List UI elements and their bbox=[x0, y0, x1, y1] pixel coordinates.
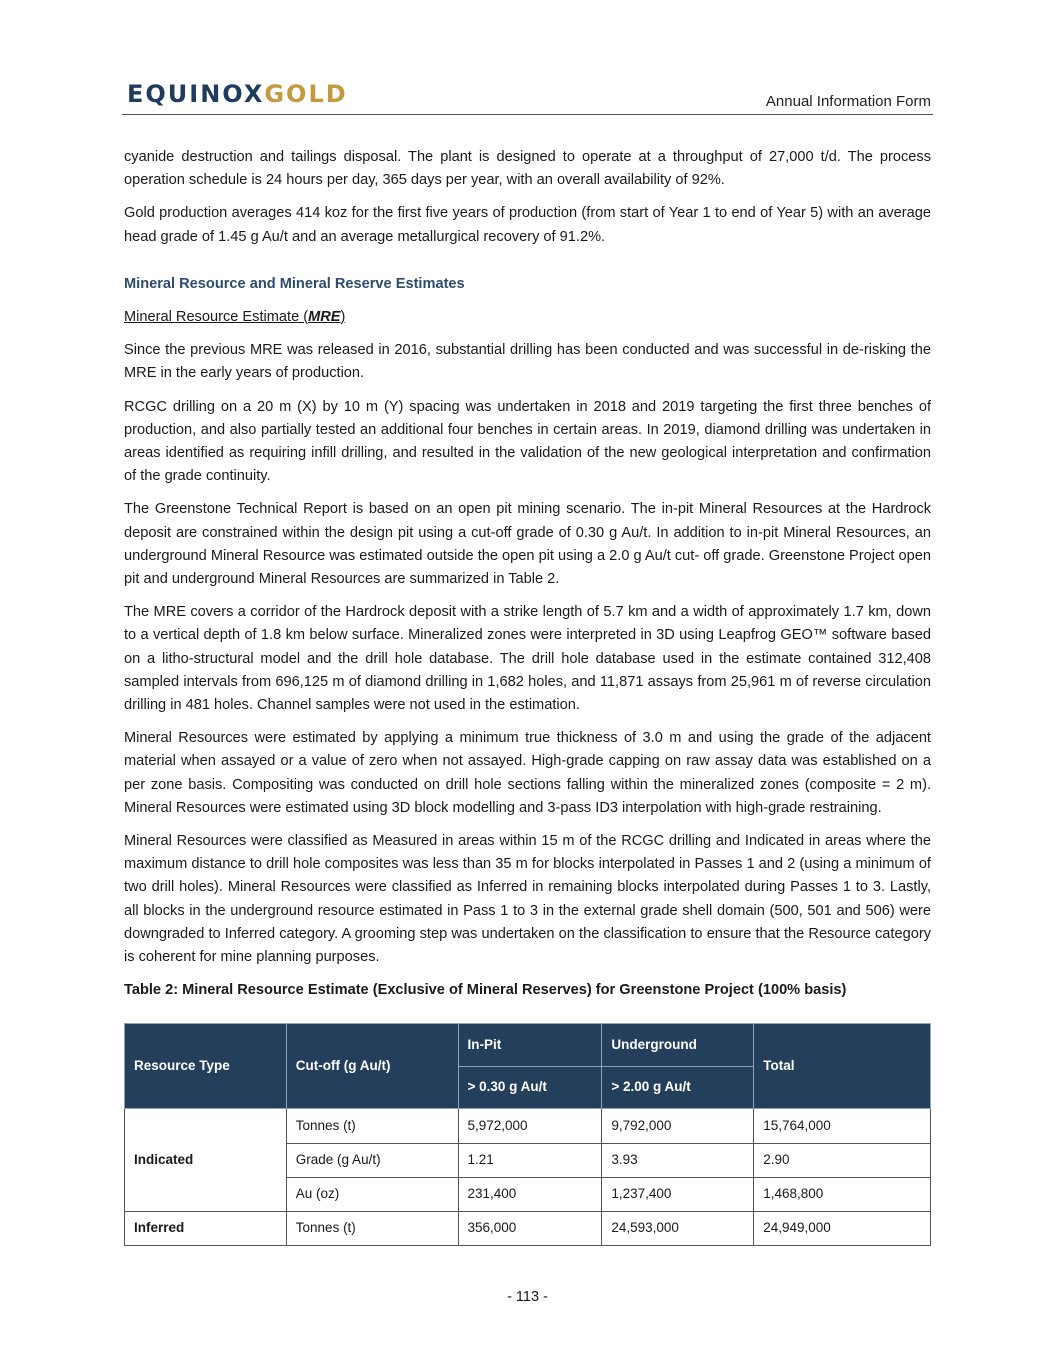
table-caption: Table 2: Mineral Resource Estimate (Exclusive of Mineral Reserves) for Greenstone Project (100% basis) bbox=[124, 982, 847, 999]
table-cell: 24,593,000 bbox=[602, 1211, 754, 1245]
table-cell: 1,237,400 bbox=[602, 1177, 754, 1211]
table-cell: 1.21 bbox=[458, 1143, 602, 1177]
page-content bbox=[124, 146, 931, 1246]
paragraph: Mineral Resources were classified as Measured in areas within 15 m of the RCGC drilling and Indicated in areas where the maximum distance to drill hole composites was less than 35 m for blocks interpolated in Passes 1 and 2 (using a minimum of two drill holes). Mineral Resources were classified as Inferred in remaining blocks interpolated during Passes 1 to 3. Lastly, all blocks in the underground resource estimated in Pass 1 to 3 in the external grade shell domain (500, 501 and 506) were downgraded to Inferred category. A grooming step was undertaken on the classification to ensure that the Resource category is coherent for mine planning purposes. bbox=[124, 833, 931, 966]
resource-type-indicated: Indicated bbox=[125, 1108, 287, 1211]
subheading-abbreviation: MRE bbox=[308, 309, 341, 326]
table-cell: 24,949,000 bbox=[754, 1211, 931, 1245]
resource-type-inferred: Inferred bbox=[125, 1211, 287, 1245]
header-divider bbox=[122, 114, 933, 115]
row-label: Au (oz) bbox=[286, 1177, 458, 1211]
table-cell: 2.90 bbox=[754, 1143, 931, 1177]
table-cell: 231,400 bbox=[458, 1177, 602, 1211]
equinox-gold-logo bbox=[127, 80, 348, 108]
subheading-text: Mineral Resource Estimate ( bbox=[124, 309, 309, 326]
row-label: Grade (g Au/t) bbox=[286, 1143, 458, 1177]
header-underground-cutoff: > 2.00 g Au/t bbox=[602, 1066, 754, 1108]
section-heading: Mineral Resource and Mineral Reserve Estimates bbox=[124, 275, 465, 292]
document-title: Annual Information Form bbox=[765, 93, 931, 110]
table-cell: 9,792,000 bbox=[602, 1108, 754, 1143]
header-underground: Underground bbox=[602, 1023, 754, 1066]
header-total: Total bbox=[754, 1023, 931, 1108]
header-cutoff: Cut-off (g Au/t) bbox=[286, 1023, 458, 1108]
subsection-heading bbox=[124, 306, 931, 329]
mineral-resource-table bbox=[124, 1023, 931, 1246]
subheading-close: ) bbox=[340, 309, 346, 326]
paragraph: cyanide destruction and tailings disposal. The plant is designed to operate at a throughput of 27,000 t/d. The process operation schedule is 24 hours per day, 365 days per year, with an overall availability of 92%. bbox=[124, 149, 931, 189]
paragraph: Mineral Resources were estimated by applying a minimum true thickness of 3.0 m and using the grade of the adjacent material when assayed or a value of zero when not assayed. High-grade capping on raw assay data was established on a per zone basis. Compositing was conducted on drill hole sections falling within the mineralized zones (composite = 2 m). Mineral Resources were estimated using 3D block modelling and 3-pass ID3 interpolation with high-grade restraining. bbox=[124, 730, 931, 816]
header-in-pit: In-Pit bbox=[458, 1023, 602, 1066]
paragraph: RCGC drilling on a 20 m (X) by 10 m (Y) spacing was undertaken in 2018 and 2019 targeting the first three benches of production, and also partially tested an additional four benches in certain areas. In 2019, diamond drilling was undertaken in areas identified as requiring infill drilling, and resulted in the validation of the new geological interpretation and confirmation of the grade continuity. bbox=[124, 398, 931, 485]
table-row bbox=[125, 1211, 931, 1245]
table-row bbox=[125, 1108, 931, 1143]
paragraph: The Greenstone Technical Report is based on an open pit mining scenario. The in-pit Mineral Resources at the Hardrock deposit are constrained within the design pit using a cut-off grade of 0.30 g Au/t. In addition to in-pit Mineral Resources, an underground Mineral Resource was estimated outside the open pit using a 2.0 g Au/t cut- off grade. Greenstone Project open pit and underground Mineral Resources are summarized in Table 2. bbox=[124, 501, 931, 588]
table-cell: 1,468,800 bbox=[754, 1177, 931, 1211]
table-cell: 5,972,000 bbox=[458, 1108, 602, 1143]
table-cell: 356,000 bbox=[458, 1211, 602, 1245]
header-resource-type: Resource Type bbox=[125, 1023, 287, 1108]
row-label: Tonnes (t) bbox=[286, 1108, 458, 1143]
logo-text-gold: GOLD bbox=[264, 80, 348, 108]
logo-text-equinox: EQUINOX bbox=[127, 80, 265, 108]
table-cell: 3.93 bbox=[602, 1143, 754, 1177]
page-number: - 113 - bbox=[507, 1289, 548, 1305]
paragraph: The MRE covers a corridor of the Hardrock deposit with a strike length of 5.7 km and a width of approximately 1.7 km, down to a vertical depth of 1.8 km below surface. Mineralized zones were interpreted in 3D using Leapfrog GEO™ software based on a litho-structural model and the drill hole database. The drill hole database used in the estimate contained 312,408 sampled intervals from 696,125 m of diamond drilling in 1,682 holes, and 11,871 assays from 25,961 m of reverse circulation drilling in 481 holes. Channel samples were not used in the estimation. bbox=[124, 604, 931, 714]
row-label: Tonnes (t) bbox=[286, 1211, 458, 1245]
header-in-pit-cutoff: > 0.30 g Au/t bbox=[458, 1066, 602, 1108]
table-cell: 15,764,000 bbox=[754, 1108, 931, 1143]
paragraph: Since the previous MRE was released in 2016, substantial drilling has been conducted and was successful in de-risking the MRE in the early years of production. bbox=[124, 342, 931, 382]
paragraph: Gold production averages 414 koz for the first five years of production (from start of Year 1 to end of Year 5) with an average head grade of 1.45 g Au/t and an average metallurgical recovery of 91.2%. bbox=[124, 205, 931, 245]
